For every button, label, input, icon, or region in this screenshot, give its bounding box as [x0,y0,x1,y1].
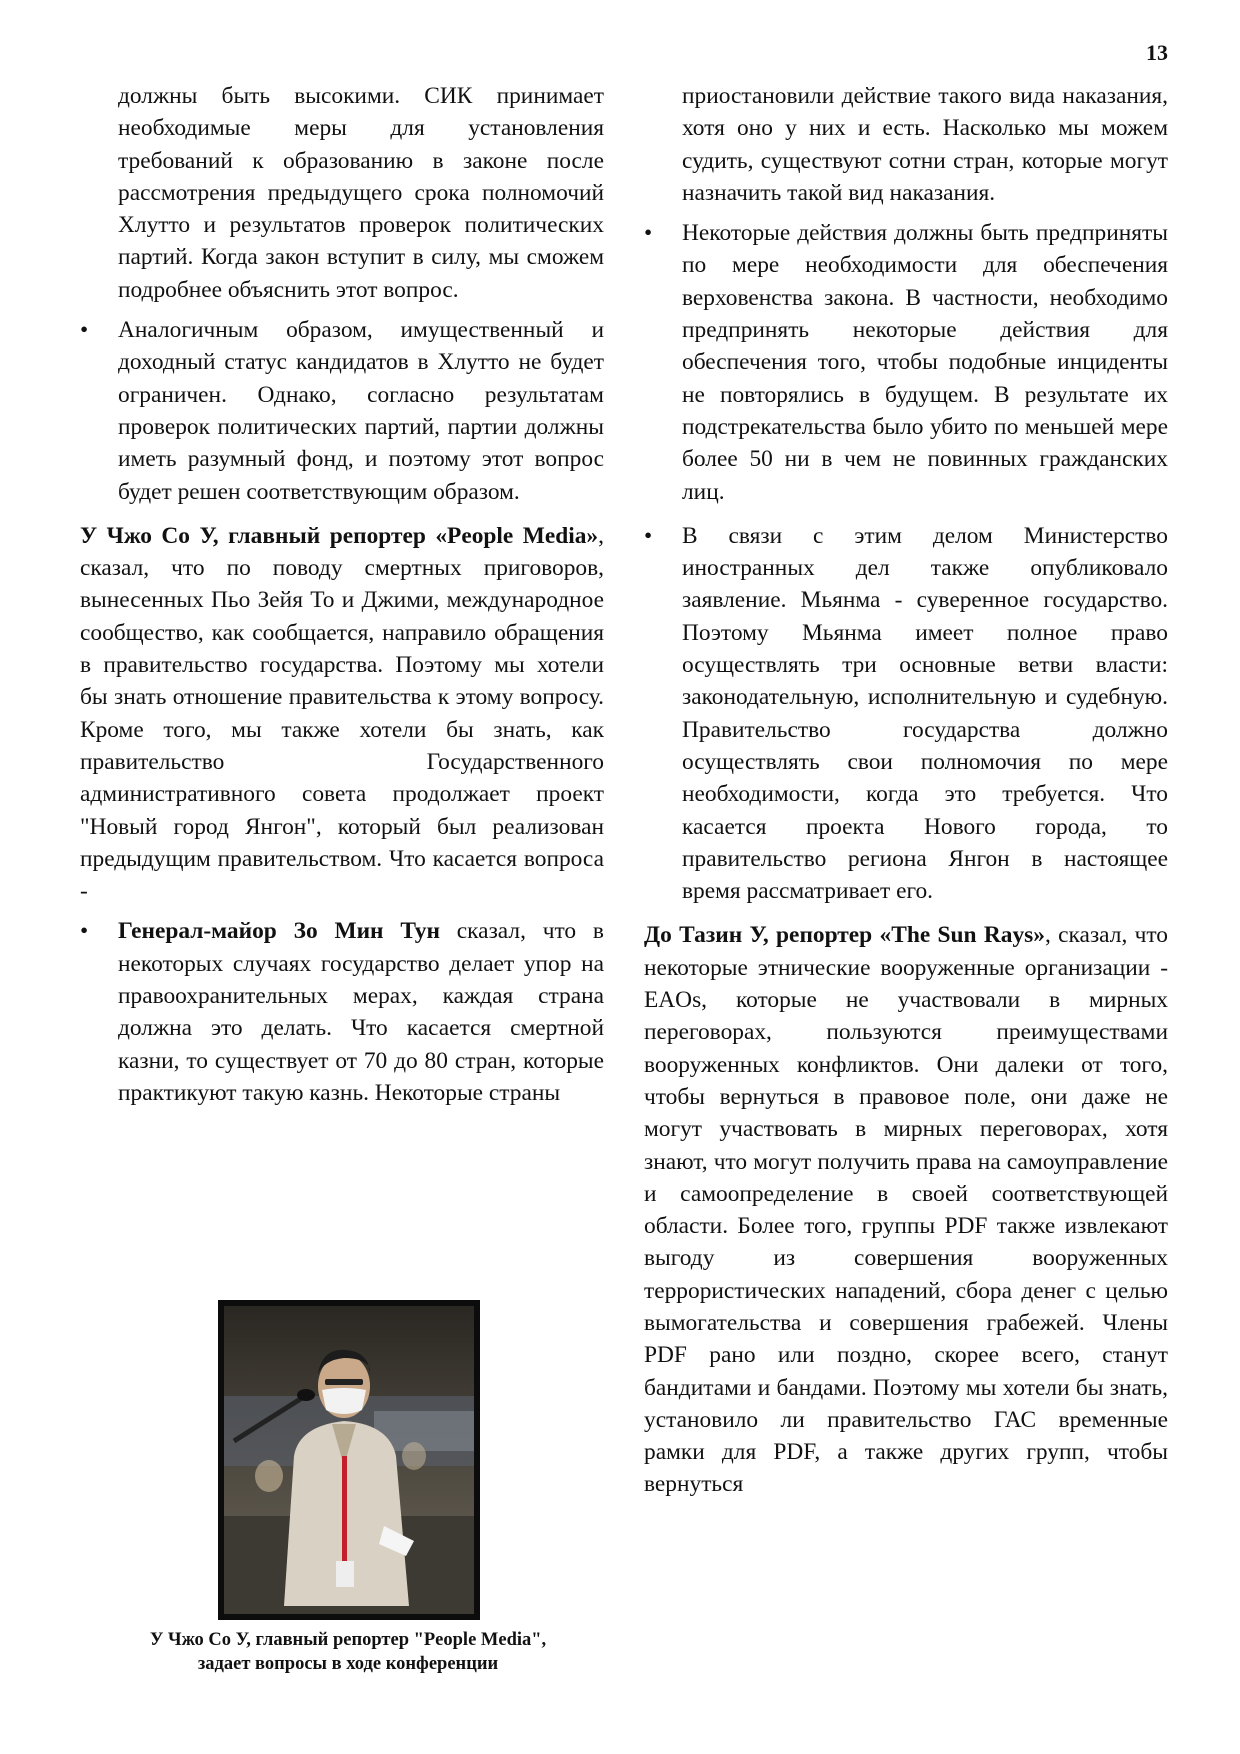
right-bullet-foreign-ministry [644,520,1168,908]
left-bullet-text: Аналогичным образом, имущественный и доходный статус кандидатов в Хлутто не будет ограничен. Однако, согласно результатам проверок политических партий, партии должны иметь разумный фонд, и поэтому этот вопрос будет решен соответствующим образом. [118,317,604,505]
right-bullet-text: Некоторые действия должны быть предприняты по мере необходимости для обеспечения верховенства закона. В частности, необходимо предпринять некоторые действия для обеспечения того, чтобы подобные инциденты не повторялись в будущем. В результате их подстрекательства было убито по меньшей мере более 50 ни в чем не повинных гражданских лиц. [682,220,1168,505]
photo-frame [218,1300,480,1620]
question-text: , сказал, что по поводу смертных приговоров, вынесенных Пьо Зейя То и Джими, международное сообщество, как сообщается, направило обращения в правительство государства. Поэтому мы хотели бы знать отношение правительства к этому вопросу. Кроме того, мы также хотели бы знать, как правительство Государственного административного совета продолжает проект "Новый город Янгон", который был реализован предыдущим правительством. Что касается вопроса - [80,522,604,905]
question-speaker: У Чжо Со У, главный репортер «People Media» [80,522,599,549]
right-column [644,80,1168,1509]
right-paragraph-continuation: приостановили действие такого вида наказания, хотя оно у них и есть. Насколько мы можем судить, существуют сотни стран, которые могут назначить такой вид наказания. [682,83,1168,206]
right-bullet-text: В связи с этим делом Министерство иностранных дел также опубликовало заявление. Мьянма - суверенное государство. Поэтому Мьянма имеет полное право осуществлять три основные ветви власти: законодательную, исполнительную и судебную. Правительство государства должно осуществлять свои полномочия по мере необходимости, когда это требуется. Что касается проекта Нового города, то правительство региона Янгон в настоящее время рассматривает его. [682,522,1168,905]
page-number: 13 [1146,40,1168,65]
left-bullet-candidates-status [80,314,604,508]
bullet-icon: • [644,220,653,247]
question-speaker: До Тазин У, репортер «The Sun Rays» [644,922,1045,949]
bullet-icon: • [644,522,653,549]
right-question-paragraph [644,919,1168,1500]
bullet-icon: • [80,918,89,945]
answer-speaker: Генерал-майор Зо Мин Тун [118,918,440,945]
bullet-icon: • [80,317,89,344]
question-text: , сказал, что некоторые этнические вооруженные организации - EAOs, которые не участвовали в мирных переговорах, пользуются преимуществами вооруженных конфликтов. Они далеки от того, чтобы вернуться в правовое поле, они даже не могут участвовать в мирных переговорах, хотя знают, что могут получить права на самоуправление и самоопределение в своей соответствующей области. Более того, группы PDF также извлекают выгоду из совершения вооруженных террористических нападений, сбора денег с целью вымогательства и совершения грабежей. Члены PDF рано или поздно, скорее всего, станут бандитами и бандами. Поэтому мы хотели бы знать, установило ли правительство ГАС временные рамки для PDF, а также других групп, чтобы вернуться [644,922,1168,1498]
photo-caption [100,1628,596,1676]
caption-line-2: задает вопросы в ходе конференции [197,1654,499,1674]
left-question-paragraph [80,520,604,908]
right-bullet-rule-of-law [644,217,1168,508]
caption-line-1: У Чжо Со У, главный репортер "People Media", [149,1630,547,1650]
answer-text: сказал, что в некоторых случаях государство делает упор на правоохранительных мерах, каждая страна должна это делать. Что касается смертной казни, то существует от 70 до 80 стран, которые практикуют такую казнь. Некоторые страны [118,918,604,1106]
left-paragraph-continuation: должны быть высокими. СИК принимает необходимые меры для установления требований к образованию в законе после рассмотрения предыдущего срока полномочий Хлутто и результатов проверок политических партий. Когда закон вступит в силу, мы сможем подробнее объяснить этот вопрос. [118,83,604,303]
left-bullet-answer [80,915,604,1109]
photo-reporter-microphone-icon [224,1306,474,1614]
left-column [80,80,604,1121]
